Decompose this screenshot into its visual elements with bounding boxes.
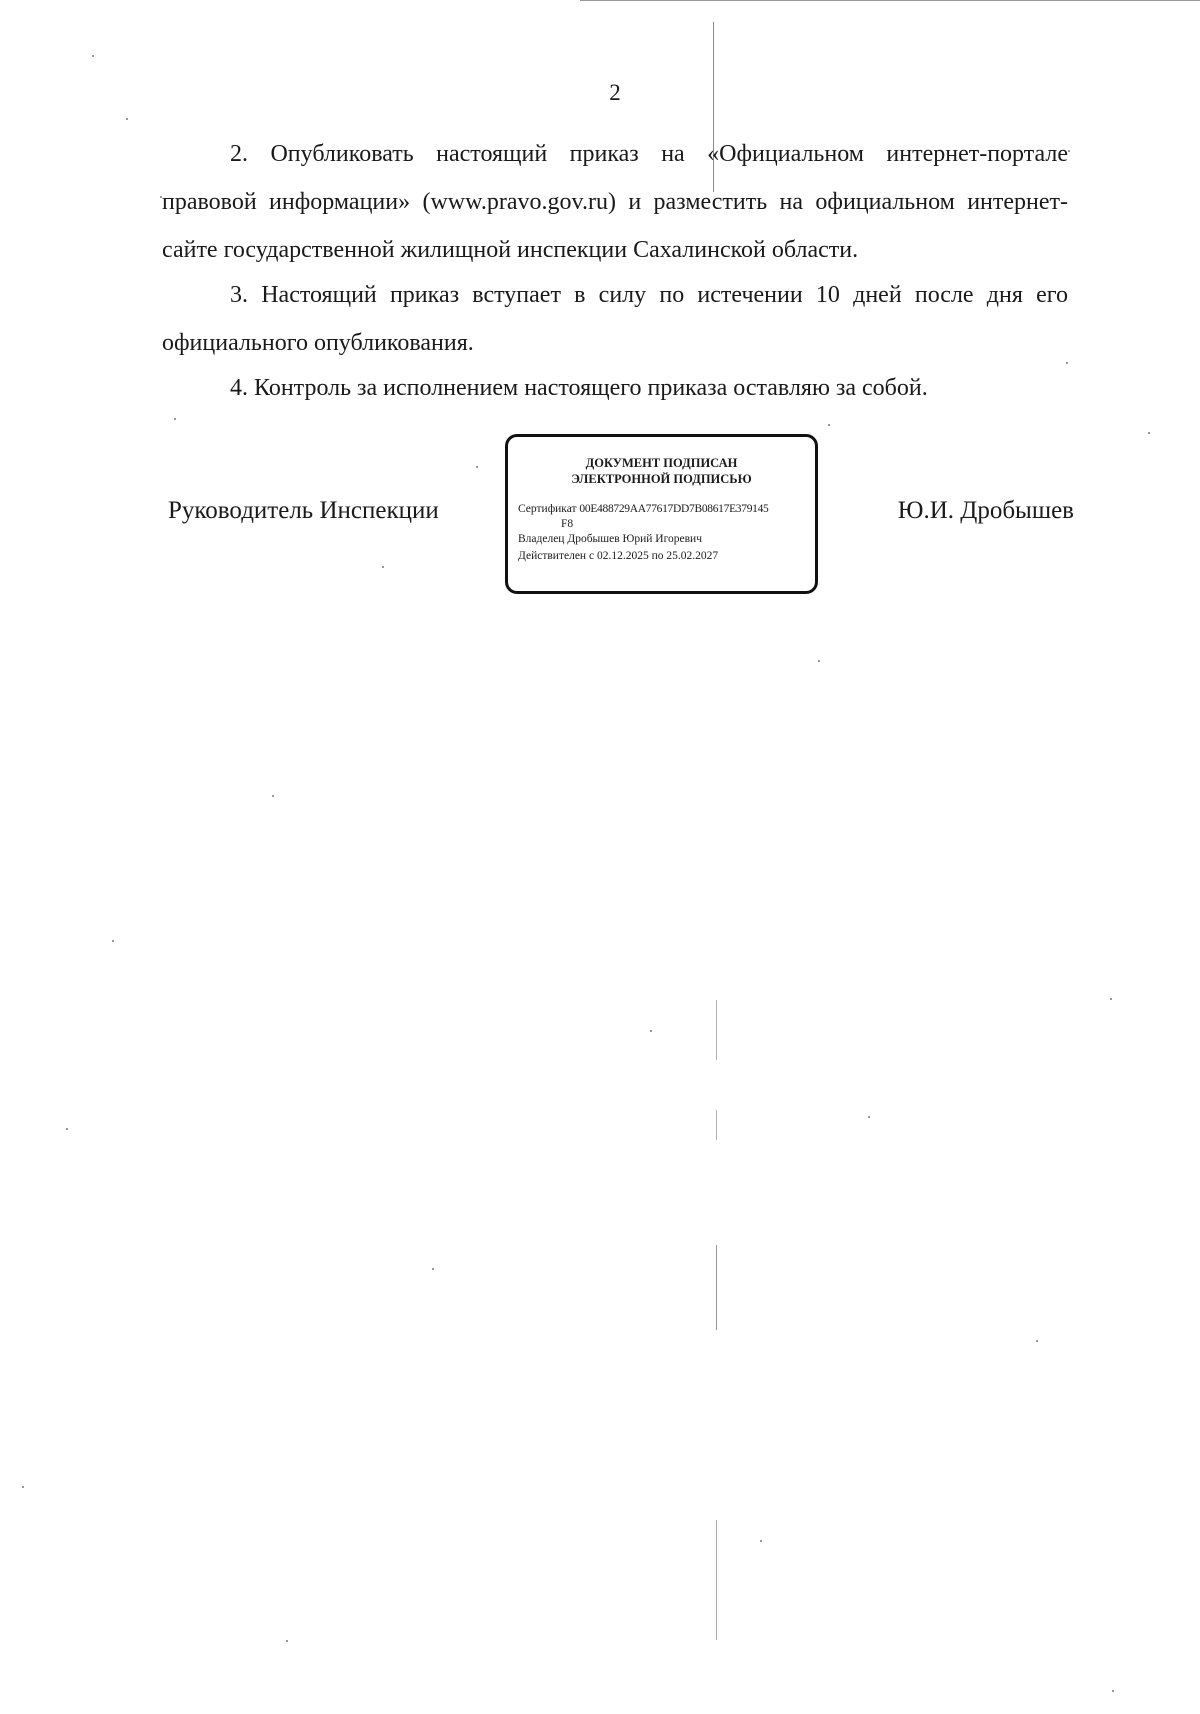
stamp-heading [508, 455, 815, 487]
paragraph-control: 4. Контроль за исполнением настоящего приказа оставляю за собой. [230, 375, 928, 401]
scan-speck [112, 940, 114, 942]
stamp-owner-value: Дробышев Юрий Игоревич [567, 533, 702, 545]
scan-speck [66, 1128, 68, 1130]
signer-position: Руководитель Инспекции [168, 497, 439, 524]
scan-speck [1068, 150, 1070, 152]
paragraph-publication: 2. Опубликовать настоящий приказ на «Официальном интернет-портале правовой информации» (www.pravo.gov.ru) и разместить на официальном интернет-сайте государственной жилищной инспекции Сахалинской области. [162, 141, 1068, 263]
scan-speck [1036, 1340, 1038, 1342]
stamp-details [518, 501, 808, 565]
electronic-signature-stamp [505, 434, 818, 594]
scan-speck [868, 1116, 870, 1118]
stamp-certificate-label: Сертификат [518, 503, 577, 515]
signer-name: Ю.И. Дробышев [897, 497, 1074, 524]
scan-speck [174, 418, 176, 420]
stamp-owner-row [518, 531, 808, 548]
stamp-certificate-row [518, 501, 808, 531]
stamp-heading-line1: ДОКУМЕНТ ПОДПИСАН [585, 456, 738, 470]
scan-speck [828, 424, 830, 426]
scan-fold-line-lower-2 [716, 1110, 717, 1140]
scan-edge-line [580, 0, 1200, 1]
stamp-validity: Действителен с 02.12.2025 по 25.02.2027 [518, 550, 719, 562]
scan-speck [272, 795, 274, 797]
scan-speck [382, 566, 384, 568]
paragraph-effective-date: 3. Настоящий приказ вступает в силу по истечении 10 дней после дня его официального опубликования. [162, 282, 1068, 356]
scan-speck [760, 1540, 762, 1542]
scan-speck [650, 1030, 652, 1032]
stamp-certificate-value: 00E488729AA77617DD7B08617E379145 [579, 503, 769, 515]
stamp-heading-line2: ЭЛЕКТРОННОЙ ПОДПИСЬЮ [571, 472, 752, 486]
scan-speck [1148, 432, 1150, 434]
scan-speck [286, 1640, 288, 1642]
scan-fold-line-lower-3 [716, 1245, 717, 1330]
scan-speck [432, 1268, 434, 1270]
scan-speck [92, 55, 94, 57]
scan-speck [22, 1486, 24, 1488]
stamp-certificate-tail: F8 [561, 518, 574, 530]
scan-fold-line-lower-4 [716, 1520, 717, 1640]
scan-speck [126, 118, 128, 120]
stamp-owner-label: Владелец [518, 533, 565, 545]
scan-fold-line-lower-1 [716, 1000, 717, 1060]
scan-speck [1110, 998, 1112, 1000]
page-number: 2 [609, 80, 621, 105]
scan-speck [476, 466, 478, 468]
scan-speck [818, 660, 820, 662]
scan-speck [1112, 1690, 1114, 1692]
